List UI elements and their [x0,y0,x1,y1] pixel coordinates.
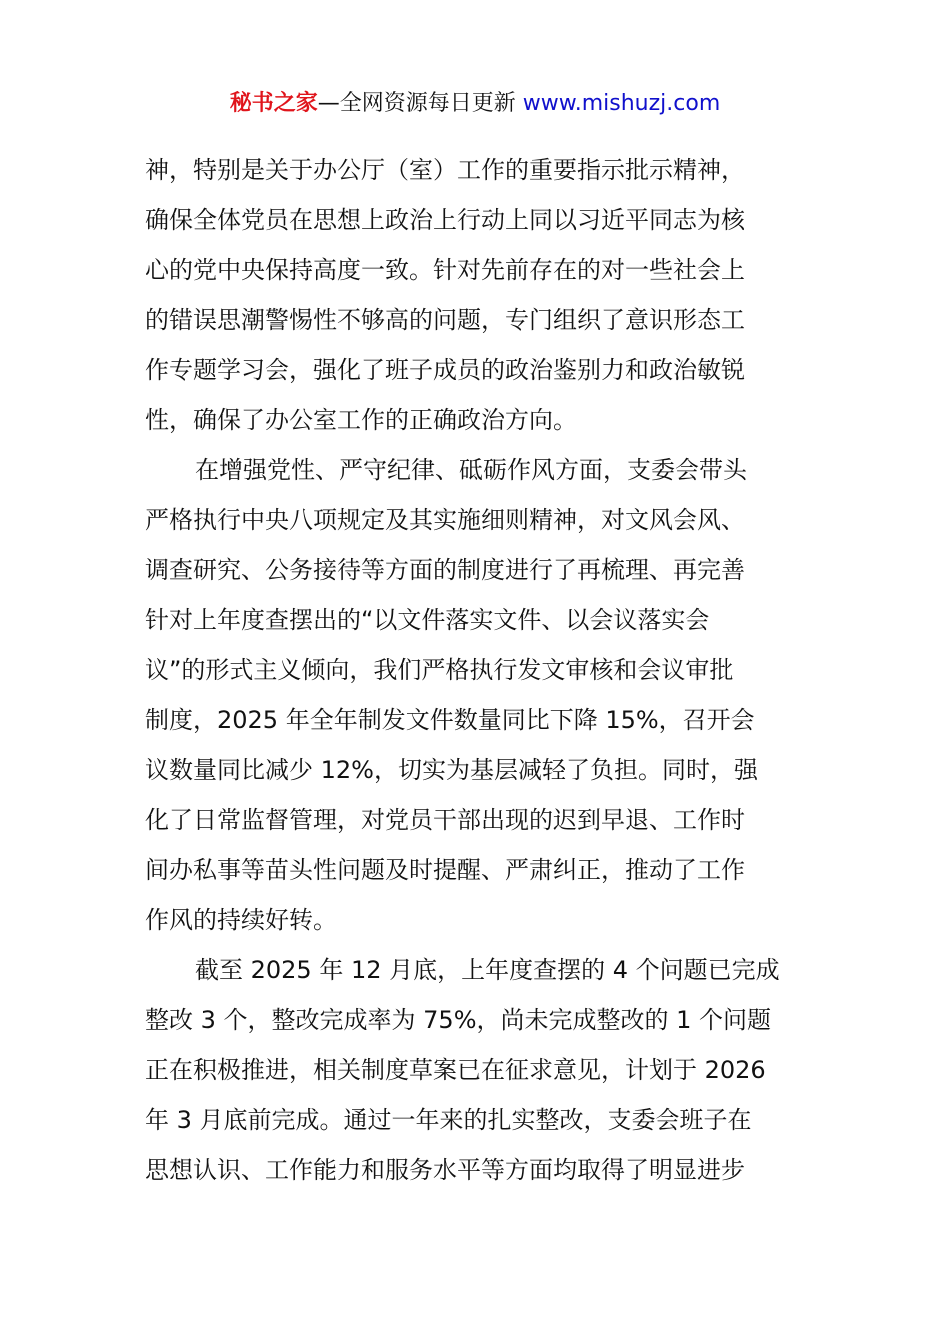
text-line: 作风的持续好转。 [145,906,337,934]
text-line: 神，特别是关于办公厅（室）工作的重要指示批示精神， [145,156,745,184]
text-line: 的错误思潮警惕性不够高的问题，专门组织了意识形态工 [145,306,745,334]
text-line: 年 3 月底前完成。通过一年来的扎实整改，支委会班子在 [145,1106,752,1134]
text-line: 针对上年度查摆出的“以文件落实文件、以会议落实会 [145,606,710,634]
site-brand: 秘书之家 [229,91,318,116]
text-line: 化了日常监督管理，对党员干部出现的迟到早退、工作时 [145,806,745,834]
text-line: 制度，2025 年全年制发文件数量同比下降 15%，召开会 [145,706,755,734]
text-line: 议数量同比减少 12%，切实为基层减轻了负担。同时，强 [145,756,758,784]
text-line: 严格执行中央八项规定及其实施细则精神，对文风会风、 [145,506,745,534]
site-url-link[interactable]: www.mishuzj.com [522,91,721,116]
text-line: 思想认识、工作能力和服务水平等方面均取得了明显进步 [145,1156,745,1184]
text-line: 整改 3 个，整改完成率为 75%，尚未完成整改的 1 个问题 [145,1006,772,1034]
text-line: 议”的形式主义倾向，我们严格执行发文审核和会议审批 [145,656,734,684]
text-line: 确保全体党员在思想上政治上行动上同以习近平同志为核 [145,206,745,234]
page-header [0,86,950,122]
site-tagline: —全网资源每日更新 [317,91,523,116]
text-line: 作专题学习会，强化了班子成员的政治鉴别力和政治敏锐 [145,356,745,384]
paragraph-first-line: 在增强党性、严守纪律、砥砺作风方面，支委会带头 [195,456,747,484]
text-line: 性，确保了办公室工作的正确政治方向。 [145,406,577,434]
paragraph-first-line: 截至 2025 年 12 月底，上年度查摆的 4 个问题已完成 [195,956,780,984]
document-body [145,145,807,1195]
text-line: 心的党中央保持高度一致。针对先前存在的对一些社会上 [145,256,745,284]
text-line: 正在积极推进，相关制度草案已在征求意见，计划于 2026 [145,1056,766,1084]
text-line: 间办私事等苗头性问题及时提醒、严肃纠正，推动了工作 [145,856,745,884]
text-line: 调查研究、公务接待等方面的制度进行了再梳理、再完善 [145,556,745,584]
